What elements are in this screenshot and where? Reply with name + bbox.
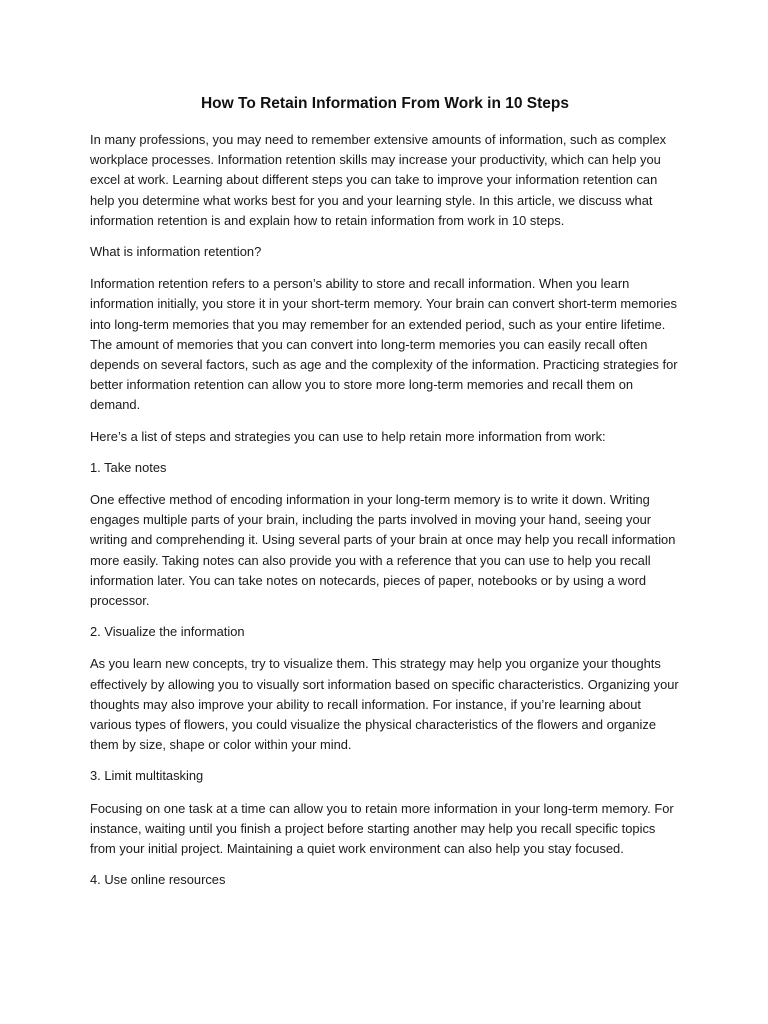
section-heading-what-is-retention: What is information retention?	[90, 244, 262, 260]
visualize-paragraph: As you learn new concepts, try to visualize them. This strategy may help you organize your thoughts effectively by allowing you to visually sort information based on specific characteristics. Organizing your thoughts may also improve your ability to recall information. For instance, if you’re learning about various types of flowers, you could visualize the physical characteristics of the flowers and organize them by size, shape or color within your mind.	[90, 656, 679, 753]
step-heading-take-notes: 1. Take notes	[90, 459, 167, 475]
document-title: How To Retain Information From Work in 10 Steps	[200, 95, 569, 112]
list-intro-paragraph: Here’s a list of steps and strategies you can use to help retain more information from work:	[90, 428, 606, 444]
step-heading-visualize: 2. Visualize the information	[90, 624, 245, 640]
definition-paragraph: Information retention refers to a person’s ability to store and recall information. When you learn information initially, you store it in your short-term memory. Your brain can convert short-term memories into long-term memories that you may remember for an extended period, such as your entire lifetime. The amount of memories that you can convert into long-term memories you can easily recall often depends on several factors, such as age and the complexity of the information. Practicing strategies for better information retention can allow you to store more long-term memories and recall them on demand.	[90, 276, 678, 413]
take-notes-paragraph: One effective method of encoding information in your long-term memory is to write it down. Writing engages multiple parts of your brain, including the parts involved in moving your hand, seeing your writing and comprehending it. Using several parts of your brain at once may help you recall information more easily. Taking notes can also provide you with a reference that you can use to help you recall information later. You can take notes on notecards, pieces of paper, notebooks or by using a word processor.	[90, 492, 676, 609]
step-heading-online-resources: 4. Use online resources	[90, 872, 226, 888]
step-heading-limit-multitasking: 3. Limit multitasking	[90, 768, 204, 784]
intro-paragraph: In many professions, you may need to remember extensive amounts of information, such as complex workplace processes. Information retention skills may increase your productivity, which can help you excel at work. Learning about different steps you can take to improve your information retention can help you determine what works best for you and your learning style. In this article, we discuss what information retention is and explain how to retain information from work in 10 steps.	[90, 132, 667, 228]
limit-multitasking-paragraph: Focusing on one task at a time can allow you to retain more information in your long-term memory. For instance, waiting until you finish a project before starting another may help you recall specific topics from your initial project. Maintaining a quiet work environment can also help you stay focused.	[90, 800, 674, 857]
document-body	[90, 94, 680, 903]
